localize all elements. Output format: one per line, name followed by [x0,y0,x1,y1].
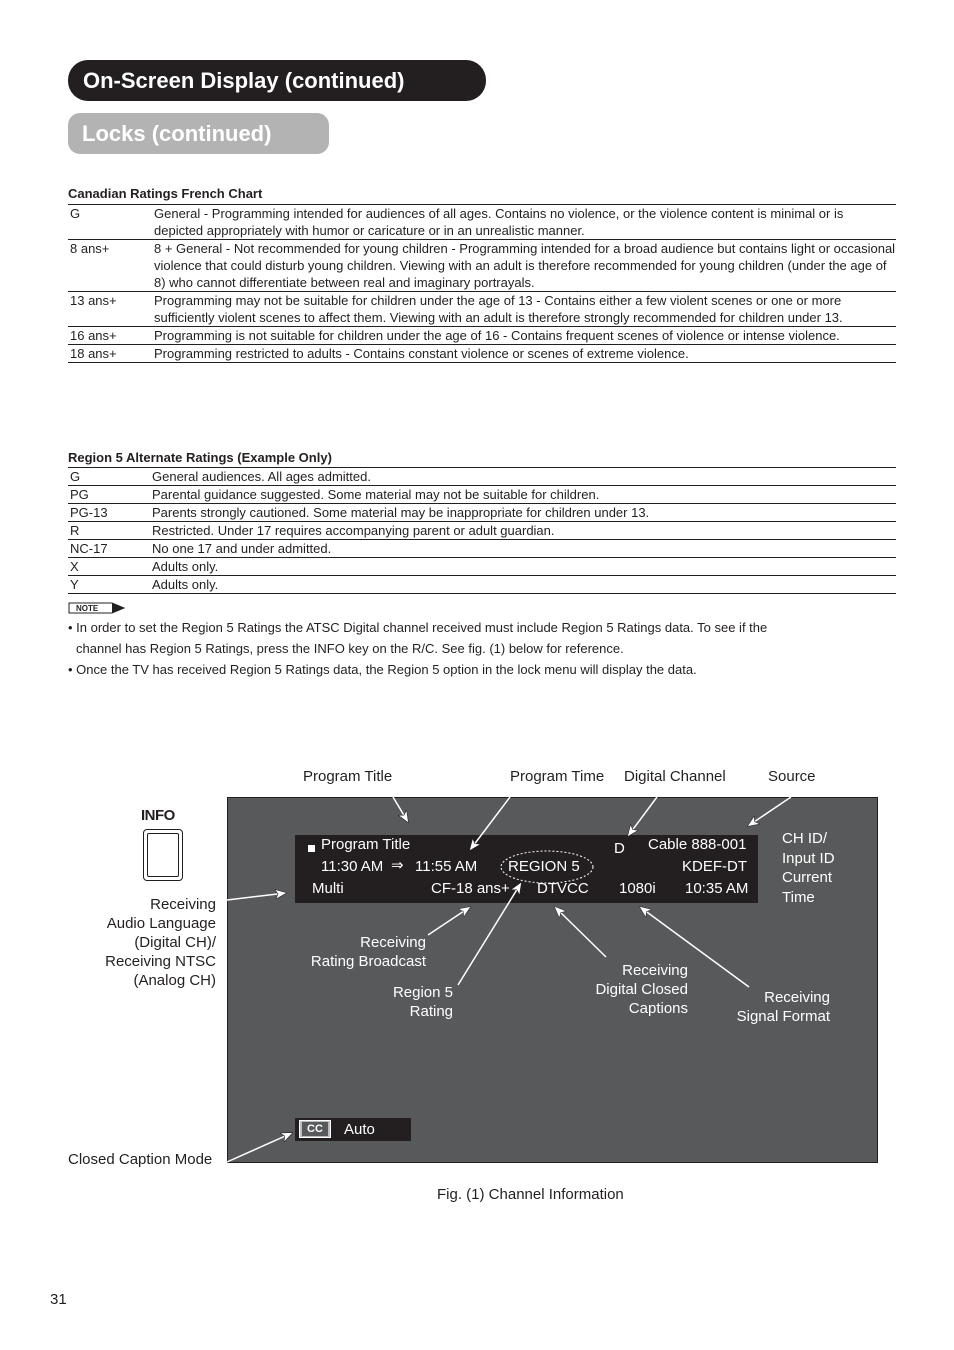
arrow-closed-captions [555,907,606,957]
note-bullet-2: • Once the TV has received Region 5 Ratings data, the Region 5 option in the lock menu will display the data. [68,662,697,677]
rating-code: Y [68,576,150,594]
screen-digital-flag: D [614,840,625,857]
callout-ch-id: CH ID/ Input ID Current Time [782,830,835,906]
rating-description: Programming restricted to adults - Contains constant violence or scenes of extreme violence. [152,345,896,363]
note-badge-text: NOTE [76,604,99,613]
page-number: 31 [50,1291,67,1308]
rating-code: 13 ans+ [68,292,152,327]
rating-code: R [68,522,150,540]
rating-code: PG [68,486,150,504]
screen-station: KDEF-DT [682,858,747,875]
region-ellipse [501,851,593,883]
callout-program-title: Program Title [303,768,393,785]
rating-code: G [68,205,152,240]
screen-audio: Multi [312,880,344,897]
rating-description: General audiences. All ages admitted. [150,468,896,486]
rating-description: 8 + General - Not recommended for young children - Programming intended for a broad audience but contains light or occasional violence that could disturb young children. Viewing with an adult is therefore recommended for young children (under the age of 8) who cannot differentiate between real and imaginary portrayals. [154,241,896,290]
screen-rating: CF-18 ans+ [431,880,510,897]
screen-program-title: Program Title [321,836,411,853]
arrow-audio-language [227,893,286,900]
arrow-digital-channel [628,797,657,836]
callout-source: Source [768,768,816,785]
screen-end-time: 11:55 AM [415,858,478,875]
arrow-cc-mode [227,1133,292,1162]
screen-start-time: 11:30 AM [321,858,384,875]
rating-code: 8 ans+ [68,240,152,292]
rating-description: Adults only. [150,558,896,576]
screen-format: 1080i [619,880,656,897]
section-title: On-Screen Display (continued) [68,60,486,101]
rating-description: Adults only. [150,576,896,594]
rating-description: Programming may not be suitable for children under the age of 13 - Contains either a few violent scenes or one or more sufficiently violent scenes to affect them. Viewing with an adult is therefore strongly recommended for children under 13. [152,292,896,327]
rating-description: General - Programming intended for audiences of all ages. Contains no violence, or the violence content is minimal or is depicted appropriately with humor or caricature or in an unrealistic manner. [152,205,896,240]
note-bullet-1-line-2: channel has Region 5 Ratings, press the INFO key on the R/C. See fig. (1) below for reference. [76,641,624,656]
subsection-title: Locks (continued) [68,113,329,154]
arrow-program-time [470,797,510,850]
french-chart-title: Canadian Ratings French Chart [68,186,263,201]
screen-source: Cable 888-001 [648,836,747,853]
rating-description: Parental guidance suggested. Some material may not be suitable for children. [150,486,896,504]
screen-time-arrow: ⇒ [391,857,404,874]
callout-program-time: Program Time [510,768,605,785]
arrow-rating-broadcast [428,907,470,935]
rating-description: No one 17 and under admitted. [150,540,896,558]
figure-caption: Fig. (1) Channel Information [437,1186,624,1203]
info-key-label: INFO [141,807,175,824]
arrow-source [748,797,791,826]
arrow-signal-format [640,907,749,987]
callout-audio-language: Receiving Audio Language (Digital CH)/ Receiving NTSC (Analog CH) [105,896,216,989]
cc-icon: CC [299,1120,331,1138]
rating-description: Parents strongly cautioned. Some material may be inappropriate for children under 13. [150,504,896,522]
rating-code: PG-13 [68,504,150,522]
callout-rating-broadcast: Receiving Rating Broadcast [310,934,426,970]
screen-region: REGION 5 [508,858,580,875]
note-bullet-1-line-1: • In order to set the Region 5 Ratings the ATSC Digital channel received must include Region 5 Ratings data. To see if the [68,620,768,635]
rating-code: 18 ans+ [68,345,152,363]
callout-cc-mode: Closed Caption Mode [68,1151,213,1168]
rating-code: X [68,558,150,576]
region5-chart-title: Region 5 Alternate Ratings (Example Only) [68,450,332,465]
callout-digital-channel: Digital Channel [624,768,726,785]
screen-current-time: 10:35 AM [685,880,749,897]
screen-captions: DTVCC [537,880,589,897]
arrow-region5-rating [458,883,521,985]
rating-description: Programming is not suitable for children under the age of 16 - Contains frequent scenes of violence or intense violence. [152,327,896,345]
rating-code: G [68,468,150,486]
callout-region5-rating: Region 5 Rating [392,984,453,1020]
callout-closed-captions: Receiving Digital Closed Captions [595,962,688,1017]
callout-signal-format: Receiving Signal Format [736,989,830,1025]
rating-description: Restricted. Under 17 requires accompanying parent or adult guardian. [150,522,896,540]
rating-code: NC-17 [68,540,150,558]
rating-code: 16 ans+ [68,327,152,345]
cc-mode-value: Auto [344,1121,375,1138]
arrow-program-title [393,797,408,822]
